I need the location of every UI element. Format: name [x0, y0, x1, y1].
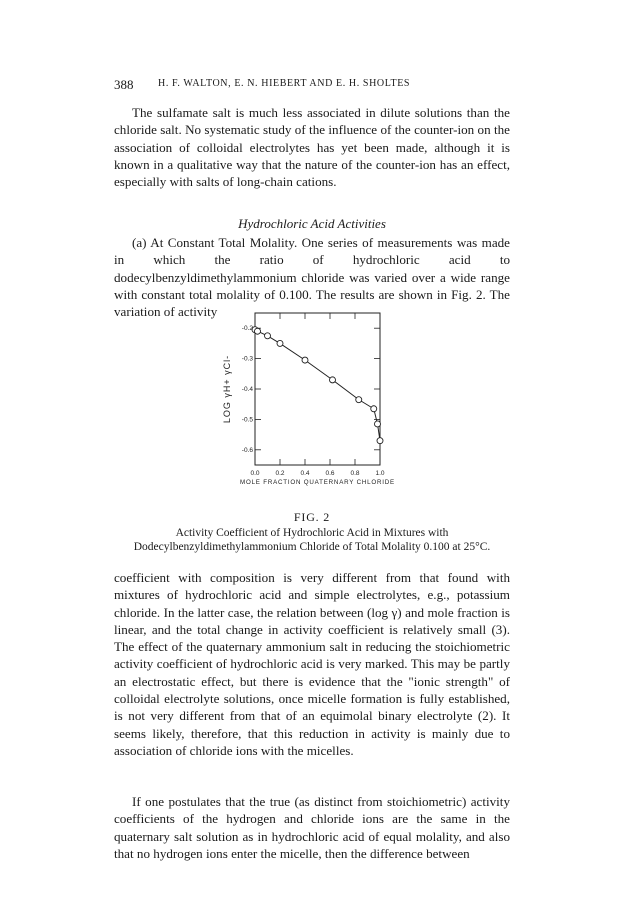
- chart-marks: [252, 327, 383, 444]
- data-point: [371, 406, 377, 412]
- data-point: [255, 328, 261, 334]
- page-number: 388: [114, 77, 134, 92]
- data-point: [330, 377, 336, 383]
- x-tick-label: 1.0: [375, 470, 385, 477]
- data-point: [277, 340, 283, 346]
- data-point: [377, 438, 383, 444]
- figure-label: FIG. 2: [293, 510, 331, 524]
- running-header: [114, 77, 514, 95]
- figure-caption: Activity Coefficient of Hydrochloric Acid in Mixtures with Dodecylbenzyldimethylammonium Chloride of Total Molality 0.100 at 25°C.: [133, 527, 491, 553]
- y-tick-label: -0.5: [241, 416, 253, 424]
- data-point: [375, 421, 381, 427]
- x-tick-label: 0.0: [250, 470, 260, 477]
- data-point: [356, 397, 362, 403]
- section-heading: Hydrochloric Acid Activities: [238, 216, 386, 231]
- paragraph-postulate: If one postulates that the true (as distinct from stoichiometric) activity coefficients of the hydrogen and chloride ions are the same in the quaternary salt solution as in hydrochloric acid of equal molality, and also that no hydrogen ions enter the micelle, then the difference between: [114, 794, 510, 861]
- paragraph-sulfamate: The sulfamate salt is much less associated in dilute solutions than the chloride salt. No systematic study of the influence of the counter-ion on the association of colloidal electrolytes has yet been made, although it is known in a qualitative way that the nature of the counter-ion has an effect, especially with salts of long-chain cations.: [114, 105, 510, 190]
- running-head-authors: H. F. WALTON, E. N. HIEBERT AND E. H. SHOLTES: [158, 78, 411, 89]
- paragraph-coefficient-discussion: coefficient with composition is very different from that found with mixtures of hydrochloric acid and simple electrolytes, e.g., potassium chloride. In the latter case, the relation between (log γ) and mole fraction is linear, and the total change in activity coefficient is relatively small (3). The effect of the quaternary ammonium salt in reducing the stoichiometric activity coefficient of hydrochloric acid is very marked. This may be partly an electrostatic effect, but there is evidence that the "ionic strength" of colloidal electrolyte solutions, once micelle formation is fully established, is not very different from that of an equimolal binary electrolyte (2). It seems likely, therefore, that this reduction in activity is mainly due to association of chloride ions with the micelles.: [114, 570, 510, 758]
- chart-axes: [255, 313, 380, 465]
- y-tick-label: -0.4: [241, 386, 253, 393]
- data-point: [302, 357, 308, 363]
- y-tick-label: -0.3: [241, 355, 253, 363]
- data-point: [265, 333, 271, 339]
- y-tick-label: -0.2: [241, 325, 253, 333]
- series-line: [255, 330, 380, 441]
- x-tick-label: 0.2: [275, 470, 285, 477]
- paragraph-constant-molality: (a) At Constant Total Molality. One series of measurements was made in which the ratio of hydrochloric acid to dodecylbenzyldimethylammonium chloride was varied over a wide range with constant total molality of 0.100. The results are shown in Fig. 2. The variation of activity: [114, 235, 510, 320]
- x-tick-label: 0.8: [350, 470, 360, 477]
- y-axis-label: LOG γH+ γCl-: [222, 354, 232, 424]
- x-tick-label: 0.4: [300, 470, 310, 477]
- y-tick-label: -0.6: [241, 446, 253, 454]
- plot-frame: [255, 313, 380, 465]
- x-tick-label: 0.6: [325, 470, 335, 477]
- x-axis-label: MOLE FRACTION QUATERNARY CHLORIDE: [240, 479, 395, 486]
- activity-coefficient-chart: [210, 305, 440, 505]
